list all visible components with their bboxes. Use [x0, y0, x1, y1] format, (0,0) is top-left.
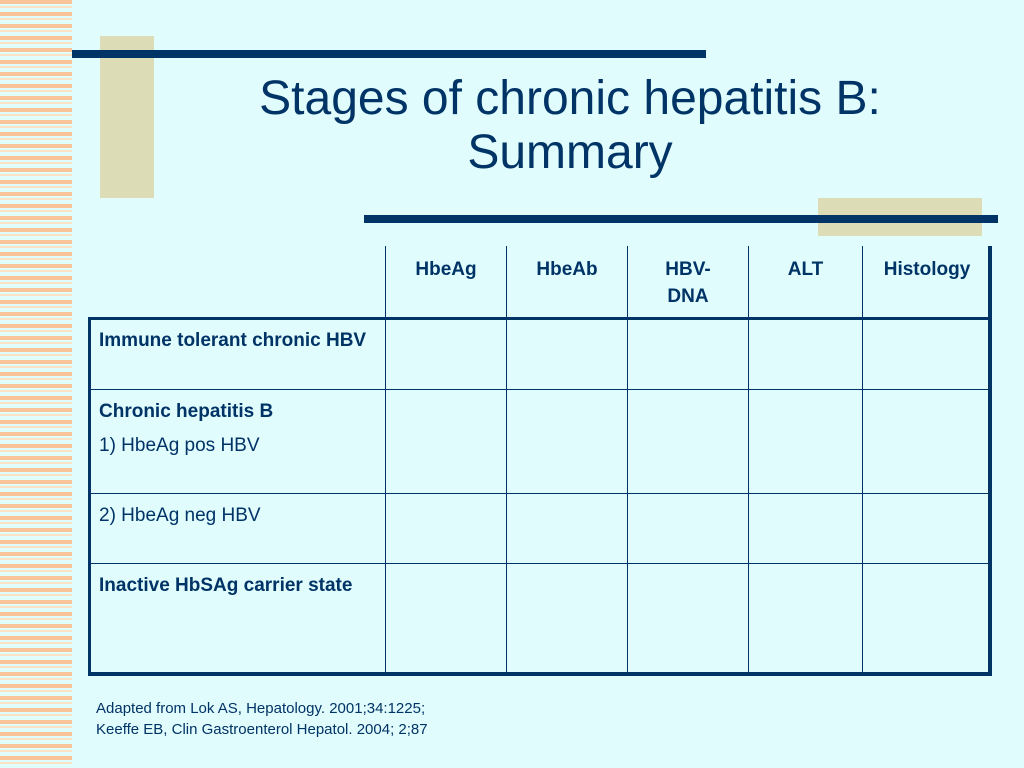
- title-line: Summary: [467, 126, 673, 179]
- citation: [96, 698, 428, 740]
- table-cell: [386, 390, 507, 494]
- row-label: Inactive HbSAg carrier state: [89, 564, 386, 676]
- title-line: Stages of chronic hepatitis B:: [259, 72, 881, 125]
- row-label-cell: [89, 390, 386, 494]
- table-cell: [749, 494, 863, 564]
- table-cell: [863, 319, 992, 390]
- table-header-right-border: [988, 246, 991, 320]
- table-cell: [628, 390, 749, 494]
- table-cell: [507, 564, 628, 676]
- decorative-bar: [72, 50, 706, 58]
- table-cell: [628, 494, 749, 564]
- table-cell: [749, 390, 863, 494]
- table-cell: [749, 319, 863, 390]
- table-cell: [628, 564, 749, 676]
- citation-line: Keeffe EB, Clin Gastroenterol Hepatol. 2004; 2;87: [96, 721, 428, 738]
- header-cell: [628, 246, 749, 319]
- stages-table: [88, 246, 992, 676]
- header-text-line: DNA: [667, 286, 709, 307]
- table-cell: [507, 390, 628, 494]
- table-row: [89, 390, 992, 494]
- header-cell: HbeAg: [386, 246, 507, 319]
- table-row: [89, 564, 992, 676]
- header-cell: Histology: [863, 246, 992, 319]
- table-cell: [628, 319, 749, 390]
- table-header-row: [89, 246, 992, 319]
- decorative-bar: [364, 215, 998, 223]
- row-label: Immune tolerant chronic HBV: [89, 319, 386, 390]
- table-cell: [863, 564, 992, 676]
- table-row: [89, 319, 992, 390]
- citation-line: Adapted from Lok AS, Hepatology. 2001;34:1225;: [96, 700, 426, 717]
- table-cell: [386, 319, 507, 390]
- table-corner-cell: [89, 246, 386, 319]
- header-cell: ALT: [749, 246, 863, 319]
- row-label: Chronic hepatitis B: [99, 401, 274, 422]
- table-cell: [863, 390, 992, 494]
- table-cell: [386, 494, 507, 564]
- table-cell: [863, 494, 992, 564]
- table-cell: [507, 494, 628, 564]
- row-sublabel: 1) HbeAg pos HBV: [99, 435, 260, 456]
- header-text-line: HBV-: [665, 259, 711, 280]
- row-label: 2) HbeAg neg HBV: [89, 494, 386, 564]
- table-cell: [507, 319, 628, 390]
- table-cell: [386, 564, 507, 676]
- decorative-stripes: [0, 0, 72, 768]
- header-cell: HbeAb: [507, 246, 628, 319]
- table-row: [89, 494, 992, 564]
- slide-title: [140, 72, 1000, 180]
- table-cell: [749, 564, 863, 676]
